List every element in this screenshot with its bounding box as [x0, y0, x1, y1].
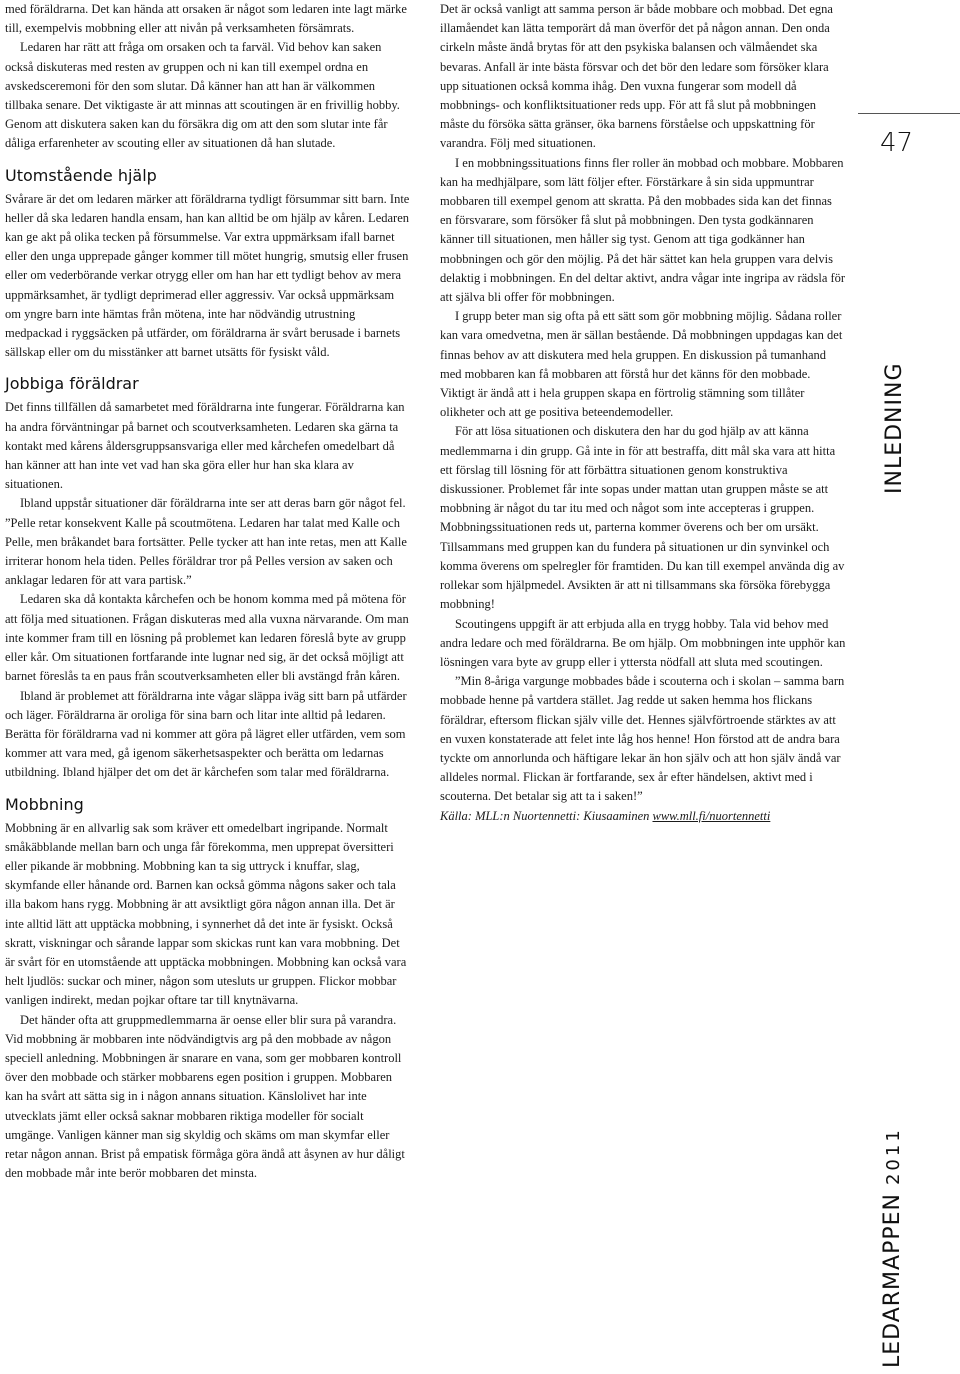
paragraph: Det finns tillfällen då samarbetet med föräldrarna inte fungerar. Föräldrarna kan ha andra förväntningar på barnet och scoutverksamheten. Ledaren ska gärna ta kontakt med kårens åldersgruppsansvariga eller med kårchefen omedelbart då han känner att han inte vet vad han ska göra eller hur han ska klara av situationen. — [5, 400, 405, 492]
paragraph: Ibland är problemet att föräldrarna inte vågar släppa iväg sitt barn på utfärder och läger. Föräldrarna är oroliga för sina barn och litar inte alltid på ledaren. Berätta för föräldrarna vad ni kommer att göra på lägret eller utfärden, vem som kommer att vara med, gå igenom säkerhetsaspekter och berätta om ledarnas utbildning. Ibland hjälper det om det är kårchefen som talar med föräldrarna. — [5, 688, 407, 780]
heading-outside-help: Utomstående hjälp — [5, 165, 157, 185]
brand-name: LEDARMAPPEN — [880, 1193, 905, 1368]
paragraph: Ledaren har rätt att fråga om orsaken och ta farväl. Vid behov kan saken också diskuteras med resten av gruppen och ni kan till exempel ordna en avskedsceremoni för den som slutar. Då känner han att han är välkommen tillbaka senare. Det viktigaste är att minnas att scoutingen är en frivillig hobby. Genom att diskutera saken kan du försäkra dig om att den som slutar inte får dåliga erfarenheter av scouting eller av situationen då han slutade. — [5, 40, 400, 151]
paragraph: I en mobbningssituations finns fler roller än mobbad och mobbare. Mobbaren kan ha medhjälpare, som lätt följer efter. Förstärkare å sin sida uppmuntrar mobbaren till exempel genom att skratta. På den mobbades sida kan det finnas en försvarare, som försöker få slut på mobbningen. Den tysta godkännaren känner till situationen, men håller sig tyst. Genom att tiga godkänner han mobbningen och gör den möjlig. På det här sättet kan hela gruppen vara delvis delaktig i mobbningen. En del deltar aktivt, andra vågar inte ingripa av rädsla för att själva bli offer för mobbningen. — [440, 155, 846, 305]
paragraph: Det är också vanligt att samma person är både mobbare och mobbad. Det egna illamåendet kan lätta temporärt då man överför det på någon annan. Den onda cirkeln måste ändå brytas för att den psykiska balansen och välmåendet ska bevaras. Anfall är inte bästa försvar och det bör den ledare som försöker klara upp situationen också komma ihåg. Den vuxna fungerar som modell då mobbnings- och konfliktsituationer reds upp. För att få slut på mobbningen måste du försöka sätta gränser, öka barnens förståelse och uppskattning för varandra. Följ med situationen. — [440, 2, 833, 151]
quote-paragraph: ”Min 8-åriga vargunge mobbades både i scouterna och i skolan – samma barn mobbade henne på vartdera stället. Jag redde ut saken hemma hos flickans föräldrar, eftersom flickan själv ville det. Hennes självförtroende stärktes av att en vuxen konstaterade att felet inte låg hos henne! Hon förstod att de andra bara tyckte om annorlunda och häftigare lekar än hon själv och att hon själv ändå var alldeles normal. Flickan är fortfarande, sex år efter händelsen, aktivt med i scouterna. Det betalar sig att ta i saken!” — [440, 674, 845, 804]
paragraph: Ibland uppstår situationer där föräldrarna inte ser att deras barn gör något fel. ”Pelle retar konsekvent Kalle på scoutmötena. Ledaren har talat med Kalle och Pelle, men bråkandet bara fortsätter. Pelle tycker att han inte retas, men att Kalle irriterar honom hela tiden. Pelles föräldrar tror på Pelles version av saken och anklagar ledaren för att vara partisk.” — [5, 496, 407, 588]
right-column — [440, 0, 846, 826]
source-text: Källa: MLL:n Nuortennetti: Kiusaaminen — [440, 808, 653, 823]
paragraph: Scoutingens uppgift är att erbjuda alla en trygg hobby. Tala vid behov med andra ledare och med föräldrarna. Be om hjälp. Om mobbningen inte upphör kan lösningen vara byte av grupp eller i yttersta nödfall att sluta med scoutingen. — [440, 616, 846, 669]
paragraph: Det händer ofta att gruppmedlemmarna är oense eller blir sura på varandra. Vid mobbning är mobbaren inte nödvändigtvis arg på den mobbade av någon speciell anledning. Mobbningen är snarare en vana, som ger mobbaren kontroll över den mobbade och stärker mobbarens egen position i gruppen. Mobbaren kan ha svårt att sätta sig in i någon annans situation. Känslolivet har inte utvecklats jämt eller också saknar mobbaren riktiga modeller för socialt umgänge. Vanligen känner man sig skyldig och skäms om man skymfar eller retar någon annan. Brist på empatisk förmåga göra ändå att åsynen av hur dåligt den mobbade mår inte berör mobbaren det minsta. — [5, 1012, 405, 1181]
section-label: INLEDNING — [882, 362, 907, 494]
brand-label — [880, 1127, 905, 1368]
paragraph: För att lösa situationen och diskutera den har du god hjälp av att känna medlemmarna i din grupp. Gå inte in för att bestraffa, ditt mål ska vara att hitta ett förslag till lösning för att förbättra situationen genom konstruktiva diskussioner. Problemet får inte sopas under mattan utan gruppen måste se att mobbning är något du tar itu med och något som inte accepteras i gruppen. Mobbningssituationen reds ut, parterna kommer överens och ber om ursäkt. Tillsammans med gruppen kan du fundera på situationen ur din synvinkel och komma överens om spelregler för framtiden. Du kan till exempel använda dig av rollekar som hjälpmedel. Avsikten är att ni tillsammans ska försöka förebygga mobbning! — [440, 424, 845, 612]
paragraph: I grupp beter man sig ofta på ett sätt som gör mobbning möjlig. Sådana roller kan vara omedvetna, men är sällan bestående. Då mobbningen uppdagas kan det finnas behov av att diskutera med hela gruppen. En diskussion på tumanhand med mobbaren kan få mobbaren att förstå hur det känns för den mobbade. Viktigt är ändå att i hela gruppen skapa en förtrolig stämning som tillåter olikheter och att ge positiva beteendemodeller. — [440, 309, 843, 420]
margin-rule — [858, 113, 960, 114]
paragraph: med föräldrarna. Det kan hända att orsaken är något som ledaren inte lagt märke till, exempelvis mobbning eller att nivån på verksamheten försämrats. — [5, 2, 407, 36]
left-column — [5, 0, 410, 1183]
paragraph: Mobbning är en allvarlig sak som kräver ett omedelbart ingripande. Normalt småkäbblande mellan barn och unga får förekomma, men upprepat översitteri eller pikande är mobbning. Mobbning kan ta sig uttryck i knuffar, slag, skymfande eller hånande ord. Barnen kan också gömma någons saker och tala illa bakom hans rygg. Mobbning är att avsiktligt göra någon annan illa. Det är inte alltid lätt att upptäcka mobbning, i synnerhet då det inte är fysiskt. Också skratt, viskningar och sårande lappar som skickas runt kan vara mobbning. Det är svårt för en utomstående att upptäcka mobbningen. Mobbning kan också vara helt ljudlös: suckar och miner, någon som utesluts ur gruppen. Flickor mobbar vanligen indirekt, medan pojkar oftare tar till knytnävarna. — [5, 820, 407, 1008]
source-link[interactable]: www.mll.fi/nuortennetti — [652, 808, 771, 823]
paragraph: Svårare är det om ledaren märker att föräldrarna tydligt försummar sitt barn. Inte heller då ska ledaren handla ensam, han kan alltid be om hjälp av kåren. Ledaren kan ge akt på olika tecken på försummelse. Var extra uppmärksam ifall barnet eller den unga upprepade gånger kommer till mötet hungrig, smutsig eller frusen eller om vederbörande verkar otrygg eller om han har ett tydligt behov av mera uppmärksamhet, är tydligt deprimerad eller aggressiv. Var också uppmärksam om yngre barn inte hämtas från mötena, inte har nödvändig utrustning medpackad i ryggsäcken på utfärder, om föräldrarna är svårt berusade i barnets sällskap eller om du misstänker att barnet utsätts för fysiskt våld. — [5, 191, 410, 360]
source-citation — [440, 807, 846, 826]
heading-bullying: Mobbning — [5, 794, 84, 814]
page-number: 47 — [880, 128, 914, 158]
brand-year: 2011 — [883, 1127, 904, 1186]
heading-difficult-parents: Jobbiga föräldrar — [5, 374, 139, 394]
paragraph: Ledaren ska då kontakta kårchefen och be honom komma med på mötena för att följa med situationen. Frågan diskuteras med alla vuxna närvarande. Om man inte kommer fram till en lösning på problemet kan ledaren föreslå byte av grupp eller kår. Om situationen fortfarande inte lugnar ned sig, är det också möjligt att barnet föreslås ta en paus från scoutverksamheten eller bli avstängd från kåren. — [5, 592, 409, 684]
